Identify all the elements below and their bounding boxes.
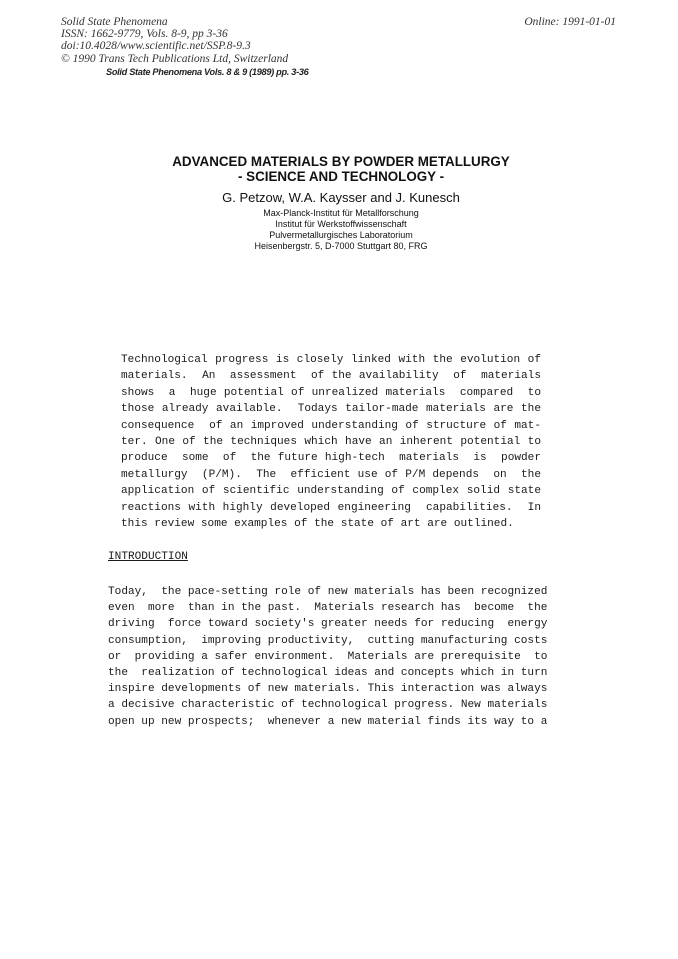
body-line: inspire developments of new materials. This interaction was always <box>108 683 548 696</box>
section-heading: INTRODUCTION <box>108 551 188 563</box>
abstract-line: Technological progress is closely linked with the evolution of <box>121 354 541 366</box>
body-line: Today, the pace-setting role of new materials has been recognized <box>108 586 548 598</box>
body-line: driving force toward society's greater needs for reducing energy <box>108 618 548 631</box>
journal-reference: Solid State Phenomena Vols. 8 & 9 (1989) pp. 3-36 <box>106 67 309 77</box>
abstract-line: application of scientific understanding of complex solid state <box>121 485 541 498</box>
abstract-line: those already available. Todays tailor-made materials are the <box>121 403 541 416</box>
abstract-line: metallurgy (P/M). The efficient use of P/M depends on the <box>121 468 541 481</box>
affiliation-line: Heisenbergstr. 5, D-7000 Stuttgart 80, FRG <box>254 241 428 252</box>
affiliation-line: Institut für Werkstoffwissenschaft <box>275 219 407 230</box>
title-block <box>0 155 678 252</box>
body-line: or providing a safer environment. Materials are prerequisite to <box>108 650 548 663</box>
body-line: a decisive characteristic of technological progress. New materials <box>108 699 548 712</box>
doi-line: doi:10.4028/www.scientific.net/SSP.8-9.3 <box>61 40 251 53</box>
online-date: Online: 1991-01-01 <box>524 16 616 28</box>
abstract-line: materials. An assessment of the availability of materials <box>121 370 541 383</box>
title-line: - SCIENCE AND TECHNOLOGY - <box>237 168 445 184</box>
abstract <box>121 352 541 532</box>
affiliation-line: Pulvermetallurgisches Laboratorium <box>269 230 413 241</box>
copyright-line: © 1990 Trans Tech Publications Ltd, Switzerland <box>61 52 289 65</box>
abstract-line: produce some of the future high-tech materials is powder <box>121 452 541 465</box>
body-line: the realization of technological ideas and concepts which in turn <box>108 667 548 680</box>
affiliation-line: Max-Planck-Institut für Metallforschung <box>263 208 419 219</box>
authors: G. Petzow, W.A. Kaysser and J. Kunesch <box>222 190 460 206</box>
body-line: consumption, improving productivity, cutting manufacturing costs <box>108 634 548 647</box>
abstract-line: this review some examples of the state of art are outlined. <box>121 518 514 531</box>
paper-title <box>2 155 678 184</box>
body-text <box>108 584 548 730</box>
abstract-line: ter. One of the techniques which have an inherent potential to <box>121 436 541 449</box>
issn-line: ISSN: 1662-9779, Vols. 8-9, pp 3-36 <box>61 28 228 41</box>
body-line: open up new prospects; whenever a new material finds its way to a <box>108 715 548 728</box>
body-line: even more than in the past. Materials research has become the <box>108 602 548 615</box>
abstract-line: consequence of an improved understanding of structure of mat- <box>121 419 541 432</box>
title-line: ADVANCED MATERIALS BY POWDER METALLURGY <box>172 154 510 169</box>
journal-name: Solid State Phenomena <box>61 16 168 28</box>
abstract-line: shows a huge potential of unrealized materials compared to <box>121 386 541 399</box>
publication-metadata <box>61 16 288 65</box>
affiliation <box>2 208 678 252</box>
abstract-line: reactions with highly developed engineering capabilities. In <box>121 501 541 514</box>
